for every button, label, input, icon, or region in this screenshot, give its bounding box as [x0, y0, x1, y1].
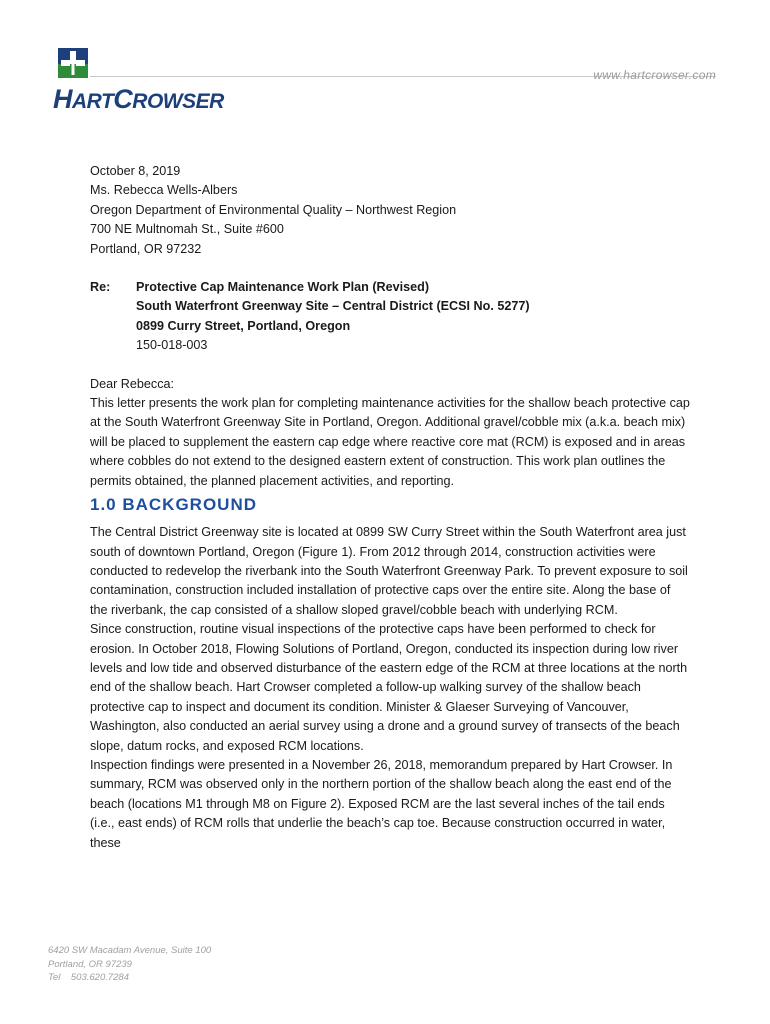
subject-site: South Waterfront Greenway Site – Central District (ECSI No. 5277) — [136, 299, 530, 314]
background-paragraph-2: Since construction, routine visual inspections of the protective caps have been performed to check for erosion. In October 2018, Flowing Solutions of Portland, Oregon, conducted its inspection during low river levels and low tide and observed disturbance of the eastern edge of the RCM at three locations at the north end of the shallow beach. Hart Crowser completed a follow-up walking survey of the shallow beach protective cap to inspect and document its condition. Minister & Glaeser Surveying of Vancouver, Washington, also conducted an aerial survey using a drone and a ground survey of transects of the beach slope, datum rocks, and exposed RCM locations. — [90, 622, 688, 753]
recipient-organization: Oregon Department of Environmental Quality – Northwest Region — [90, 202, 457, 217]
footer-street: 6420 SW Macadam Avenue, Suite 100 — [48, 945, 212, 956]
letter-body — [90, 162, 690, 853]
website-link[interactable]: www.hartcrowser.com — [593, 68, 716, 82]
recipient-street: 700 NE Multnomah St., Suite #600 — [90, 222, 284, 237]
recipient-address — [90, 181, 690, 259]
subject-address: 0899 Curry Street, Portland, Oregon — [136, 318, 351, 333]
subject-block — [90, 278, 690, 356]
subject-title: Protective Cap Maintenance Work Plan (Revised) — [136, 280, 430, 295]
hartcrowser-logo-wordmark: HARTCROWSER — [53, 84, 224, 114]
hartcrowser-logo-mark-icon — [58, 48, 88, 78]
letter-date: October 8, 2019 — [90, 164, 181, 178]
salutation: Dear Rebecca: — [90, 376, 174, 391]
section-heading-background: 1.0 BACKGROUND — [90, 495, 258, 515]
subject-project-number: 150-018-003 — [136, 338, 208, 353]
subject-label: Re: — [90, 280, 111, 295]
recipient-city: Portland, OR 97232 — [90, 241, 202, 256]
intro-paragraph: This letter presents the work plan for completing maintenance activities for the shallow beach protective cap at the South Waterfront Greenway Site in Portland, Oregon. Additional gravel/cobble mix (a.k.a. beach mix) will be placed to supplement the eastern cap edge where reactive core mat (RCM) is exposed and in areas where cobbles do not extend to the designed eastern extent of construction. This work plan outlines the permits obtained, the planned placement activities, and reporting. — [90, 396, 690, 488]
footer-city: Portland, OR 97239 — [48, 958, 132, 970]
footer-address — [48, 944, 211, 985]
background-paragraph-1: The Central District Greenway site is located at 0899 SW Curry Street within the South Waterfront area just south of downtown Portland, Oregon (Figure 1). From 2012 through 2014, construction activities were conducted to redevelop the riverbank into the South Waterfront Greenway Park. To prevent exposure to soil contamination, construction included installation of protective caps over the entire site. Along the base of the riverbank, the cap consisted of a shallow sloped gravel/cobble beach with underlying RCM. — [90, 525, 688, 617]
recipient-name: Ms. Rebecca Wells-Albers — [90, 183, 238, 198]
background-paragraph-3: Inspection findings were presented in a November 26, 2018, memorandum prepared by Hart Crowser. In summary, RCM was observed only in the northern portion of the shallow beach along the east end of the beach (locations M1 through M8 on Figure 2). Exposed RCM are the last several inches of the tail ends (i.e., east ends) of RCM rolls that underlie the beach’s cap toe. Because construction occurred in water, these — [90, 757, 673, 850]
footer-phone: Tel 503.620.7284 — [48, 972, 129, 983]
